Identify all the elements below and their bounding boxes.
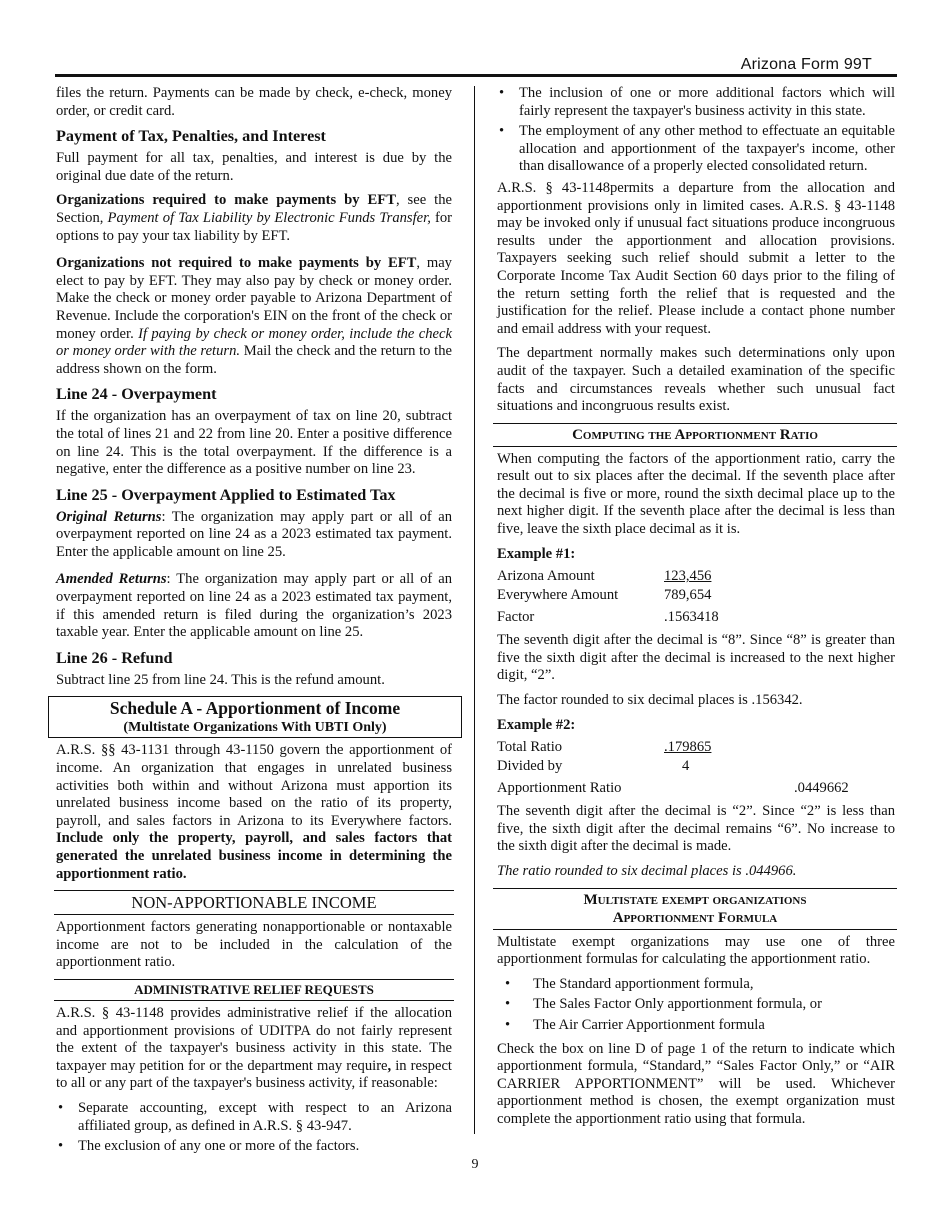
- non-apportionable-heading: NON-APPORTIONABLE INCOME: [54, 890, 454, 915]
- intro-paragraph: files the return. Payments can be made by check, e-check, money order, or credit card.: [56, 85, 452, 119]
- az-amount-label: Arizona Amount: [497, 568, 595, 585]
- list-item: • The inclusion of one or more additional factors which will fairly represent the taxpayer's business activity in this state.: [497, 85, 895, 120]
- eft-not-required-bold: Organizations not required to make payments by EFT: [56, 255, 417, 272]
- eft-required-paragraph: [56, 192, 452, 245]
- list-item: • Separate accounting, except with respect to an Arizona affiliated group, as defined in A.R.S. § 43-947.: [56, 1100, 452, 1135]
- relief-method-list: [497, 85, 895, 176]
- list-item: • The employment of any other method to effectuate an equitable allocation and apportionment of the taxpayer's income, other than disallowance of a properly elected consolidated return.: [497, 123, 895, 176]
- table-row: [497, 586, 719, 605]
- schedule-a-title-box: [48, 696, 462, 738]
- computing-paragraph: When computing the factors of the apportionment ratio, carry the result out to six places after the decimal. If the seventh place after the decimal is five or more, round the sixth decimal place up to the next higher digit. If the seventh place after the decimal is less than five, leave the sixth place decimal as it is.: [497, 450, 895, 538]
- schedule-a-text: A.R.S. §§ 43-1131 through 43-1150 govern the apportionment of income. An organization that engages in unrelated business activities both within and without Arizona must apportion its unrelated business income based on the ratio of its property, payroll, and sales factors in Arizona to its Everywhere factors.: [56, 742, 452, 829]
- everywhere-amount-value: 789,654: [664, 587, 712, 604]
- list-item: • The Air Carrier Apportionment formula: [497, 1017, 895, 1035]
- example-1-title: Example #1:: [497, 545, 576, 562]
- example-2-table: [497, 738, 849, 798]
- admin-relief-text-a: A.R.S. § 43-1148 provides administrative relief if the allocation and apportionment provisions of UDITPA do not fairly represent the extent of the taxpayer's business activity in this state. The taxpayer may petition for or the department may require: [56, 1004, 452, 1074]
- amended-returns-paragraph: [56, 571, 452, 641]
- column-divider: [474, 86, 475, 1134]
- table-row: [497, 738, 849, 757]
- formula-list: [497, 976, 895, 1035]
- az-amount-value: 123,456: [664, 568, 712, 585]
- form-label: Arizona Form 99T: [740, 56, 872, 73]
- payment-heading: Payment of Tax, Penalties, and Interest: [56, 127, 326, 146]
- line26-paragraph: Subtract line 25 from line 24. This is the refund amount.: [56, 671, 385, 688]
- computing-ratio-title: Computing the Apportionment Ratio: [572, 426, 818, 443]
- amended-returns-label: Amended Returns: [56, 571, 167, 588]
- table-row: [497, 757, 849, 776]
- ars-1148-paragraph: A.R.S. § 43-1148permits a departure from the allocation and apportionment provisions only in limited cases. A.R.S. § 43-1148 may be invoked only if unusual fact situations produce incongruous results under the apportionment and allocation provisions. Taxpayers seeking such relief should submit a letter to the Corporate Income Tax Audit Section 60 days prior to the filing of the return setting forth the relief that is requested and the justification for the relief. Please include a contact phone number and email address with your request.: [497, 179, 895, 337]
- example-2-explanation: The seventh digit after the decimal is “2”. Since “2” is less than five, the sixth digit after the decimal remains “6”. No increase to the sixth digit after the decimal is made.: [497, 803, 895, 855]
- multistate-formula-heading: [493, 888, 897, 930]
- original-returns-label: Original Returns: [56, 508, 162, 525]
- everywhere-amount-label: Everywhere Amount: [497, 587, 619, 604]
- right-column: [497, 85, 895, 1136]
- table-row: [497, 776, 849, 798]
- total-ratio-value: .179865: [664, 739, 712, 756]
- admin-relief-heading: ADMINISTRATIVE RELIEF REQUESTS: [54, 979, 454, 1001]
- divided-by-value: 4: [682, 758, 690, 775]
- eft-not-required-italic: If paying by check or money order, include the check or money order with the return.: [56, 325, 452, 360]
- schedule-a-paragraph: [56, 742, 452, 883]
- table-row: [497, 567, 719, 586]
- full-payment-paragraph: Full payment for all tax, penalties, and interest is due by the original due date of the return.: [56, 150, 452, 184]
- eft-not-required-end: Mail the check and the return to the address shown on the form.: [56, 343, 452, 377]
- eft-required-mid: , see the Section,: [56, 192, 452, 226]
- apportionment-ratio-label: Apportionment Ratio: [497, 780, 622, 797]
- list-item: • The exclusion of any one or more of the factors.: [56, 1138, 452, 1156]
- page-number: 9: [471, 1157, 479, 1172]
- check-box-paragraph: Check the box on line D of page 1 of the return to indicate which apportionment formula, “Standard,” “Sales Factor Only,” or “AIR CARRIER APPORTIONMENT” will be used. Whichever apportionment method is chosen, the exempt organization must complete the apportionment ratio using that formula.: [497, 1040, 895, 1127]
- multistate-paragraph: Multistate exempt organizations may use one of three apportionment formulas for calculating the apportionment ratio.: [497, 933, 895, 968]
- original-returns-paragraph: [56, 509, 452, 562]
- list-item: • The Standard apportionment formula,: [497, 976, 895, 994]
- schedule-a-subtitle: (Multistate Organizations With UBTI Only): [123, 720, 387, 736]
- line24-paragraph: If the organization has an overpayment of tax on line 20, subtract the total of lines 21 and 22 from line 20. Enter a positive difference on line 24. This is the total overpayment. If the difference is a negative, enter the difference as a positive number on line 23.: [56, 408, 452, 478]
- computing-ratio-heading: [493, 423, 897, 447]
- amended-returns-text: : The organization may apply part or all of an overpayment reported on line 24 as a 2023 estimated tax payment, if this amended return is filed during the organization’s 2023 taxable year. Enter the applicable amount on line 25.: [56, 571, 452, 641]
- list-item: • The Sales Factor Only apportionment formula, or: [497, 996, 895, 1014]
- factor-label: Factor: [497, 609, 535, 626]
- eft-section-title: Payment of Tax Liability by Electronic Funds Transfer,: [107, 209, 431, 226]
- header-rule: [55, 74, 897, 77]
- factor-value: .1563418: [664, 609, 719, 626]
- eft-required-end: for options to pay your tax liability by EFT.: [56, 209, 452, 244]
- admin-relief-paragraph: [56, 1005, 452, 1093]
- line26-heading: Line 26 - Refund: [56, 648, 173, 667]
- divided-by-label: Divided by: [497, 758, 563, 775]
- example-2-title: Example #2:: [497, 716, 576, 733]
- left-column: [56, 85, 452, 1162]
- line25-heading: Line 25 - Overpayment Applied to Estimated Tax: [56, 485, 396, 504]
- original-returns-text: : The organization may apply part or all of an overpayment reported on line 24 as a 2023 estimated tax payment. Enter the applicable amount on line 25.: [56, 508, 452, 560]
- example-1-table: [497, 567, 719, 627]
- eft-not-required-paragraph: [56, 255, 452, 378]
- admin-relief-comma: ,: [387, 1057, 392, 1074]
- department-paragraph: The department normally makes such determinations only upon audit of the taxpayer. Such a detailed examination of the specific facts and circumstances reveals whether such unusual fact situations and incongruous results exist.: [497, 345, 895, 415]
- non-apportionable-paragraph: Apportionment factors generating nonapportionable or nontaxable income are not to be included in the calculation of the apportionment ratio.: [56, 919, 452, 971]
- example-1-rounded: The factor rounded to six decimal places is .156342.: [497, 692, 803, 709]
- eft-not-required-mid: , may elect to pay by EFT. They may also pay by check or money order. Make the check or money order payable to Arizona Department of Revenue. Include the corporation's EIN on the front of the check or money order.: [56, 255, 452, 342]
- admin-relief-text-b: in respect to all or any part of the taxpayer's business activity, if reasonable:: [56, 1057, 452, 1092]
- line24-heading: Line 24 - Overpayment: [56, 385, 217, 404]
- admin-relief-list: [56, 1100, 452, 1156]
- multistate-heading-line2: Apportionment Formula: [612, 909, 778, 926]
- example-1-explanation: The seventh digit after the decimal is “8”. Since “8” is greater than five the sixth digit after the decimal is increased to the next higher digit, “2”.: [497, 632, 895, 684]
- multistate-heading-line1: Multistate exempt organizations: [583, 891, 807, 908]
- apportionment-ratio-value: .0449662: [794, 780, 849, 797]
- example-2-rounded: The ratio rounded to six decimal places is .044966.: [497, 863, 797, 879]
- total-ratio-label: Total Ratio: [497, 739, 563, 756]
- schedule-a-bold: Include only the property, payroll, and sales factors that generated the unrelated business income in determining the apportionment ratio.: [56, 830, 452, 882]
- schedule-a-title: Schedule A - Apportionment of Income: [109, 698, 401, 719]
- eft-required-bold: Organizations required to make payments by EFT: [56, 192, 396, 209]
- table-row: [497, 605, 719, 627]
